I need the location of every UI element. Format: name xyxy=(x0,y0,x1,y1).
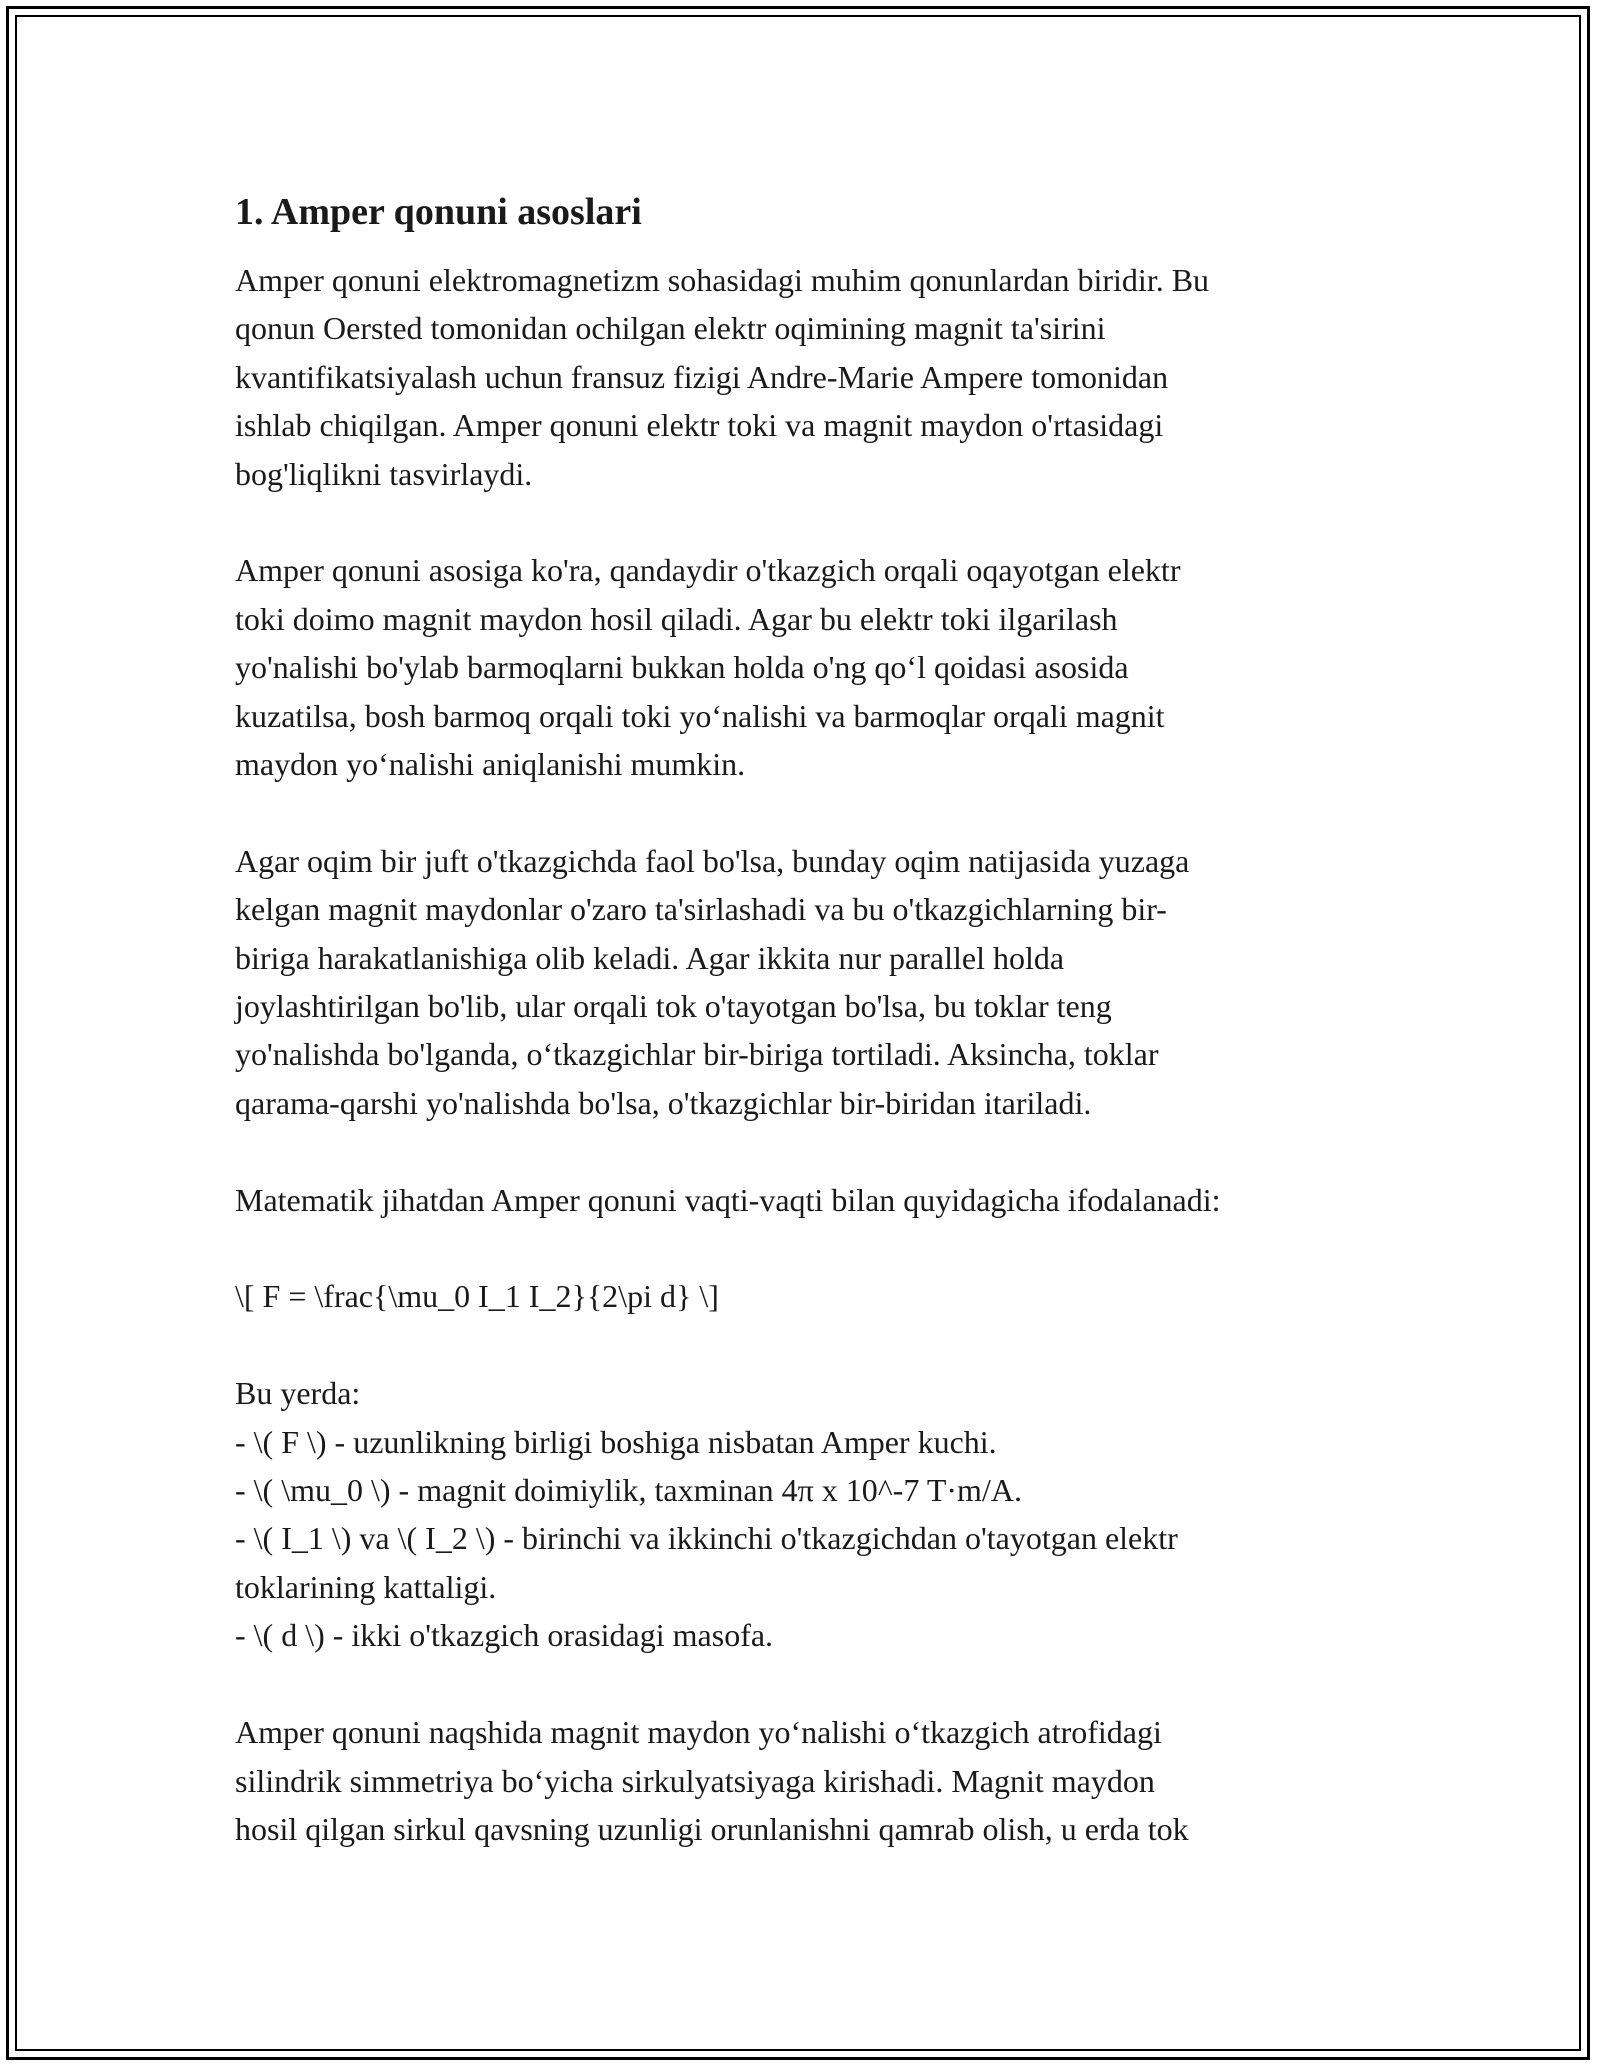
formula-ampere-force: \[ F = \frac{\mu_0 I_1 I_2}{2\pi d} \] xyxy=(235,1278,719,1315)
definition-item-mu0: - \( \mu_0 \) - magnit doimiylik, taxminan 4π x 10^-7 T·m/A. xyxy=(235,1472,1022,1509)
paragraph-intro: Amper qonuni elektromagnetizm sohasidagi muhim qonunlardan biridir. Bu qonun Oersted tomonidan ochilgan elektr oqimining magnit ta'sirini kvantifikatsiyalash uchun fransuz fizigi Andre-Marie Ampere tomonidan ishlab chiqilgan. Amper qonuni elektr toki va magnit maydon o'rtasidagi bog'liqlikni tasvirlaydi. xyxy=(235,262,1210,492)
definition-item-distance: - \( d \) - ikki o'tkazgich orasidagi masofa. xyxy=(235,1617,774,1654)
paragraph-right-hand-rule: Amper qonuni asosiga ko'ra, qandaydir o'tkazgich orqali oqayotgan elektr toki doimo magnit maydon hosil qiladi. Agar bu elektr toki ilgarilash yo'nalishi bo'ylab barmoqlarni bukkan holda o'ng qo‘l qoidasi asosida kuzatilsa, bosh barmoq orqali toki yo‘nalishi va barmoqlar orqali magnit maydon yo‘nalishi aniqlanishi mumkin. xyxy=(235,552,1181,783)
paragraph-math-intro: Matematik jihatdan Amper qonuni vaqti-vaqti bilan quyidagicha ifodalanadi: xyxy=(235,1181,1221,1218)
definitions-intro: Bu yerda: xyxy=(235,1375,361,1412)
document-body xyxy=(235,188,1395,1853)
paragraph-closing: Amper qonuni naqshida magnit maydon yo‘nalishi o‘tkazgich atrofidagi silindrik simmetriya bo‘yicha sirkulyatsiyaga kirishadi. Magnit maydon hosil qilgan sirkul qavsning uzunligi orunlanishni qamrab olish, u erda tok xyxy=(235,1714,1189,1847)
paragraph-parallel-conductors: Agar oqim bir juft o'tkazgichda faol bo'lsa, bunday oqim natijasida yuzaga kelgan magnit maydonlar o'zaro ta'sirlashadi va bu o'tkazgichlarning bir- biriga harakatlanishiga olib keladi. Agar ikkita nur parallel holda joylashtirilgan bo'lib, ular orqali tok o'tayotgan bo'lsa, bu toklar teng yo'nalishda bo'lganda, o‘tkazgichlar bir-biriga tortiladi. Aksincha, toklar qarama-qarshi yo'nalishda bo'lsa, o'tkazgichlar bir-biridan itariladi. xyxy=(235,842,1190,1121)
definition-item-currents: - \( I_1 \) va \( I_2 \) - birinchi va ikkinchi o'tkazgichdan o'tayotgan elektr toklarining kattaligi. xyxy=(235,1520,1178,1605)
definitions-list xyxy=(235,1369,1395,1659)
section-heading: 1. Amper qonuni asoslari xyxy=(235,191,642,233)
definition-item-force: - \( F \) - uzunlikning birligi boshiga nisbatan Amper kuchi. xyxy=(235,1423,997,1460)
